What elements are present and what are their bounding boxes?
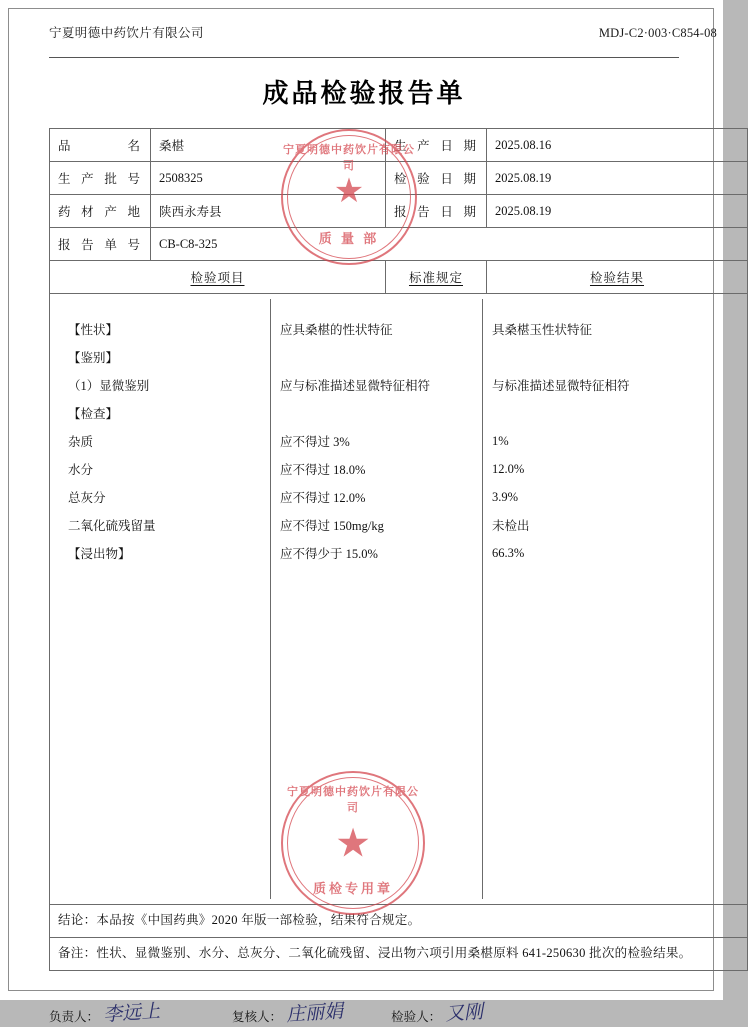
conclusion-text: 本品按《中国药典》2020 年版一部检验，结果符合规定。 [96, 913, 421, 928]
result-row [58, 315, 739, 343]
result-value: 3.9% [492, 489, 519, 504]
result-row [58, 427, 739, 455]
table-row [50, 195, 748, 228]
result-item: 【检查】 [68, 407, 119, 421]
result-value: 与标准描述显微特征相符 [492, 379, 630, 393]
result-row [58, 539, 739, 567]
inspect-date-value: 2025.08.19 [487, 162, 748, 195]
result-item: （1）显微鉴别 [68, 379, 150, 393]
result-standard: 应不得过 18.0% [280, 463, 366, 477]
reviewer-label: 复核人： [232, 1010, 283, 1024]
responsible-label: 负责人： [49, 1010, 100, 1024]
product-name-label: 品 名 [50, 129, 151, 162]
result-item: 杂质 [68, 435, 94, 449]
result-row [58, 483, 739, 511]
document-header [49, 23, 717, 41]
report-no-value: CB-C8-325 [151, 228, 748, 261]
result-standard: 应与标准描述显微特征相符 [280, 379, 431, 393]
result-value: 66.3% [492, 545, 525, 560]
batch-value: 2508325 [151, 162, 386, 195]
report-date-label: 报告日期 [386, 195, 487, 228]
remark-text: 性状、显微鉴别、水分、总灰分、二氧化硫残留、浸出物六项引用桑椹原料 641-250630 批次的检验结果。 [96, 946, 692, 961]
reviewer-signature [232, 998, 343, 1025]
stamp-seal-text: 质检专用章 [312, 881, 393, 896]
report-date-value: 2025.08.19 [487, 195, 748, 228]
signature-row [49, 981, 679, 1025]
header-divider [49, 57, 679, 58]
result-value: 未检出 [492, 519, 530, 533]
result-row [58, 511, 739, 539]
result-item: 【浸出物】 [68, 547, 131, 561]
conclusion-label: 结论： [58, 913, 97, 928]
result-row [58, 455, 739, 483]
result-standard: 应不得过 3% [280, 435, 350, 449]
report-content [49, 23, 717, 1026]
responsible-name: 李远上 [102, 1000, 161, 1026]
page-title: 成品检验报告单 [262, 79, 466, 108]
results-rows [58, 299, 739, 567]
origin-value: 陕西永寿县 [151, 195, 386, 228]
star-icon: ★ [333, 172, 365, 210]
result-value: 1% [492, 433, 509, 448]
info-table [49, 128, 748, 971]
stamp-department-text: 质 量 部 [318, 231, 380, 246]
result-row [58, 399, 739, 427]
results-body-row [50, 294, 748, 905]
result-standard: 应不得过 150mg/kg [280, 519, 384, 533]
inspect-date-label: 检验日期 [386, 162, 487, 195]
result-item: 二氧化硫残留量 [68, 519, 156, 533]
results-col-item: 检验项目 [50, 261, 386, 294]
result-row [58, 343, 739, 371]
table-row [50, 162, 748, 195]
responsible-signature [49, 998, 160, 1025]
result-value: 12.0% [492, 461, 525, 476]
result-item: 【鉴别】 [68, 351, 119, 365]
inspector-label: 检验人： [391, 1010, 442, 1024]
remark-label: 备注： [58, 946, 97, 961]
result-value: 具桑椹玉性状特征 [492, 323, 593, 337]
results-header-row [50, 261, 748, 294]
result-item: 总灰分 [68, 491, 106, 505]
result-standard: 应不得过 12.0% [280, 491, 366, 505]
product-name-value: 桑椹 [151, 129, 386, 162]
company-name: 宁夏明德中药饮片有限公司 [49, 26, 204, 40]
inspector-name: 又刚 [444, 1000, 484, 1026]
report-no-label: 报告单号 [50, 228, 151, 261]
remark-row [50, 938, 748, 971]
result-item: 水分 [68, 463, 94, 477]
production-date-label: 生产日期 [386, 129, 487, 162]
results-col-result: 检验结果 [487, 261, 748, 294]
reviewer-name: 庄丽娟 [285, 1000, 344, 1026]
results-grid [58, 299, 739, 899]
stamp-company-text: 宁夏明德中药饮片有限公司 [287, 786, 419, 814]
inspector-signature [391, 998, 483, 1025]
table-row [50, 129, 748, 162]
table-row [50, 228, 748, 261]
result-standard: 应不得少于 15.0% [280, 547, 378, 561]
conclusion-row [50, 905, 748, 938]
results-col-standard: 标准规定 [386, 261, 487, 294]
origin-label: 药材产地 [50, 195, 151, 228]
stamp-company-text: 宁夏明德中药饮片有限公司 [283, 144, 415, 172]
report-sheet [8, 8, 717, 1026]
result-item: 【性状】 [68, 323, 119, 337]
result-row [58, 371, 739, 399]
document-code: MDJ-C2·003·C854-08 [598, 26, 717, 40]
batch-label: 生产批号 [50, 162, 151, 195]
result-standard: 应具桑椹的性状特征 [280, 323, 393, 337]
production-date-value: 2025.08.16 [487, 129, 748, 162]
star-icon: ★ [335, 820, 371, 866]
